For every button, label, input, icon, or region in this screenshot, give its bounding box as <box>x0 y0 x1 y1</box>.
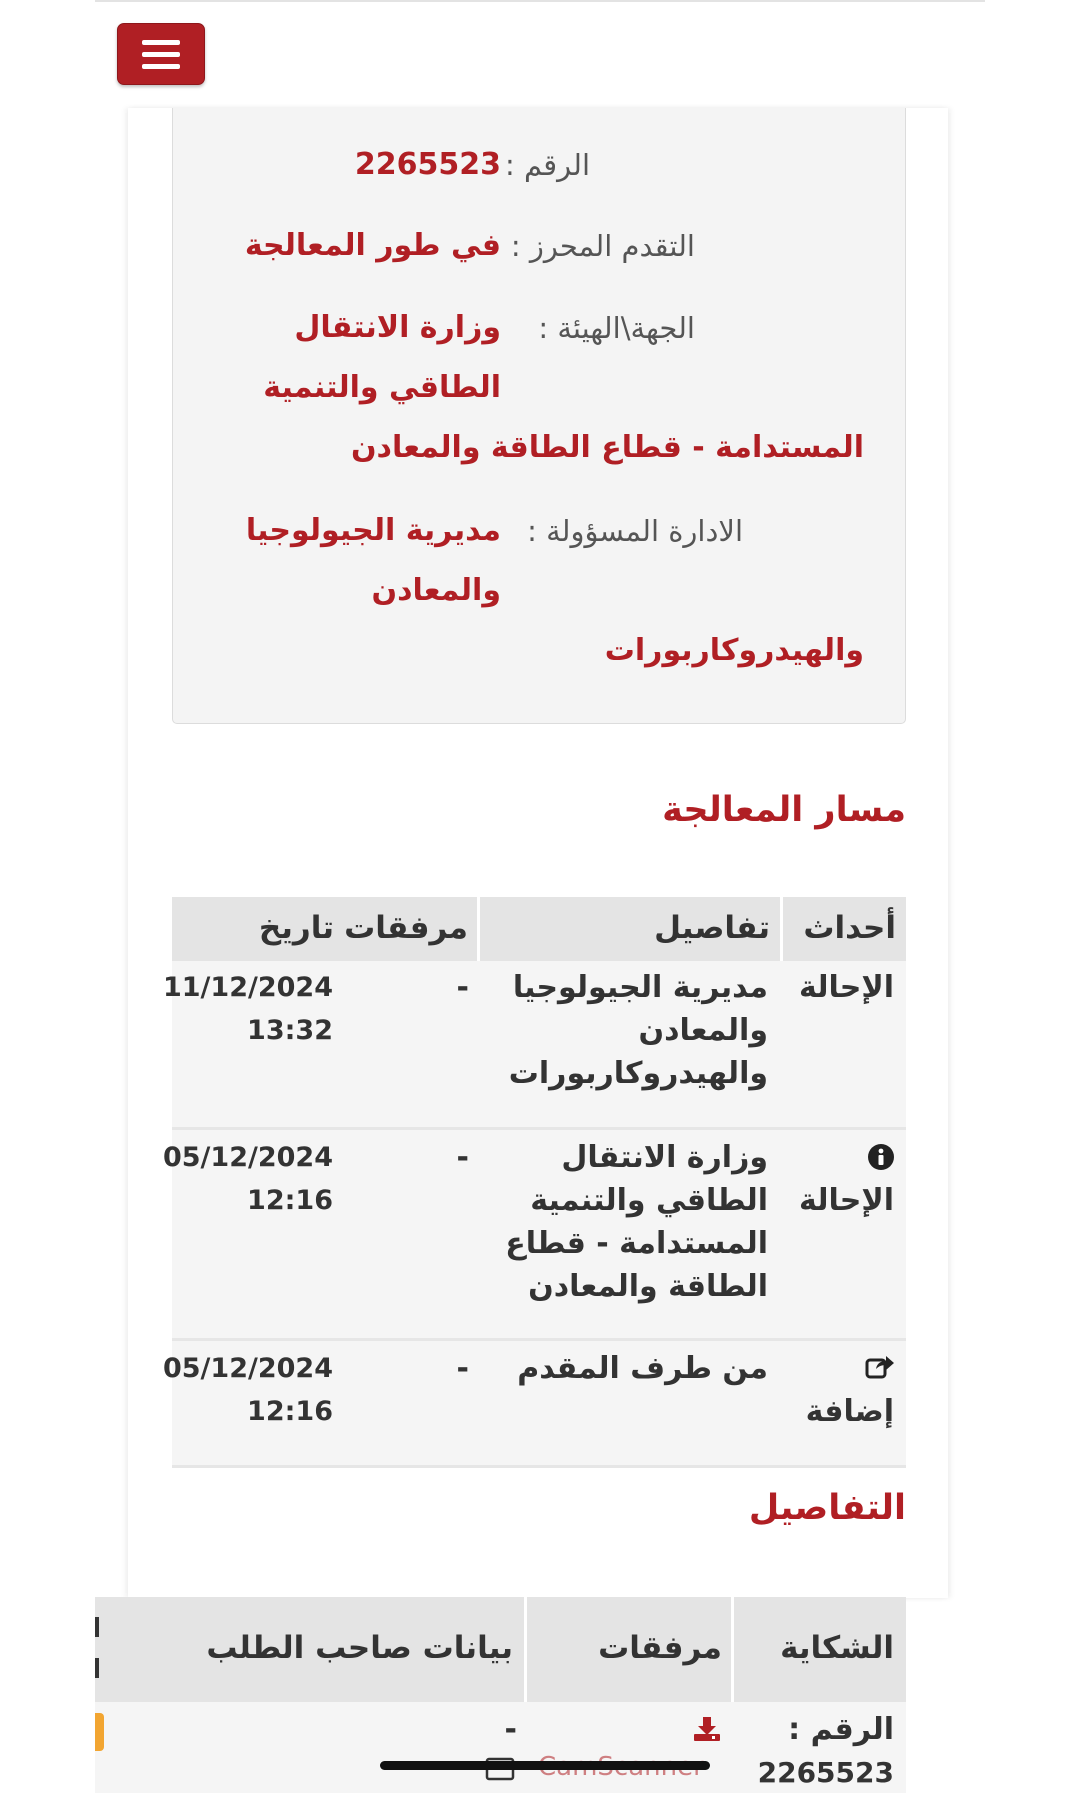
home-indicator <box>380 1761 710 1770</box>
side-indicator <box>95 1713 104 1751</box>
col-header-details: تفاصيل <box>654 910 770 946</box>
department-value-line-2: والمعادن <box>371 573 501 608</box>
number-label: الرقم : <box>504 148 590 182</box>
row1-attachments: - <box>456 970 469 1005</box>
col-header-attachments: مرفقات <box>344 910 468 946</box>
row3-attachments: - <box>456 1351 469 1386</box>
number-value: 2265523 <box>354 147 501 182</box>
department-value-line-1: مديرية الجيولوجيا <box>245 513 501 548</box>
hamburger-menu-button[interactable] <box>117 23 205 85</box>
row1-details-line-1: مديرية الجيولوجيا <box>512 970 768 1005</box>
details-col-attachments: مرفقات <box>598 1630 722 1666</box>
info-circle-icon[interactable] <box>867 1143 895 1171</box>
share-icon[interactable] <box>865 1352 895 1380</box>
complaint-summary-card <box>172 108 906 724</box>
row2-time: 12:16 <box>247 1185 333 1216</box>
progress-value: في طور المعالجة <box>244 228 501 263</box>
row1-event: الإحالة <box>799 970 894 1005</box>
details-number-label: الرقم : <box>788 1712 894 1747</box>
row1-details-line-3: والهيدروكاربورات <box>508 1056 768 1091</box>
top-divider <box>95 0 985 2</box>
edge-mark <box>95 1658 99 1678</box>
row2-event: الإحالة <box>799 1183 894 1218</box>
row2-details-line-1: وزارة الانتقال <box>561 1140 768 1175</box>
col-header-date: تاريخ <box>258 910 334 946</box>
entity-label: الجهة\الهيئة : <box>538 311 695 345</box>
department-value-line-3: والهيدروكاربورات <box>604 633 864 668</box>
entity-value-line-3: المستدامة - قطاع الطاقة والمعادن <box>350 430 864 465</box>
menu-bar-2 <box>142 52 180 57</box>
row2-details-line-2: الطاقي والتنمية <box>530 1183 768 1218</box>
row-divider <box>172 1465 906 1468</box>
details-applicant-value: - <box>504 1712 517 1747</box>
details-title: التفاصيل <box>748 1488 906 1528</box>
menu-bar-3 <box>142 64 180 69</box>
department-label: الادارة المسؤولة : <box>527 514 743 548</box>
processing-path-title: مسار المعالجة <box>662 790 906 830</box>
download-icon[interactable] <box>693 1716 721 1742</box>
progress-label: التقدم المحرز : <box>510 229 695 263</box>
menu-bar-1 <box>142 40 180 45</box>
row2-details-line-4: الطاقة والمعادن <box>528 1269 768 1304</box>
entity-value-line-1: وزارة الانتقال <box>294 310 501 345</box>
details-col-applicant: بيانات صاحب الطلب <box>206 1630 513 1666</box>
row3-time: 12:16 <box>247 1396 333 1427</box>
row1-time: 13:32 <box>247 1015 333 1046</box>
row2-details-line-3: المستدامة - قطاع <box>505 1226 768 1261</box>
entity-value-line-2: الطاقي والتنمية <box>263 370 501 405</box>
row3-date: 05/12/2024 <box>162 1353 333 1384</box>
details-col-complaint: الشكاية <box>780 1630 894 1666</box>
row2-date: 05/12/2024 <box>162 1142 333 1173</box>
row2-attachments: - <box>456 1140 469 1175</box>
row1-date: 11/12/2024 <box>162 972 333 1003</box>
col-header-events: أحداث <box>803 910 896 946</box>
row3-event: إضافة <box>805 1394 894 1429</box>
row3-details-line-1: من طرف المقدم <box>517 1351 768 1386</box>
edge-mark <box>95 1617 99 1637</box>
row1-details-line-2: والمعادن <box>638 1013 768 1048</box>
details-number-value: 2265523 <box>757 1756 894 1789</box>
